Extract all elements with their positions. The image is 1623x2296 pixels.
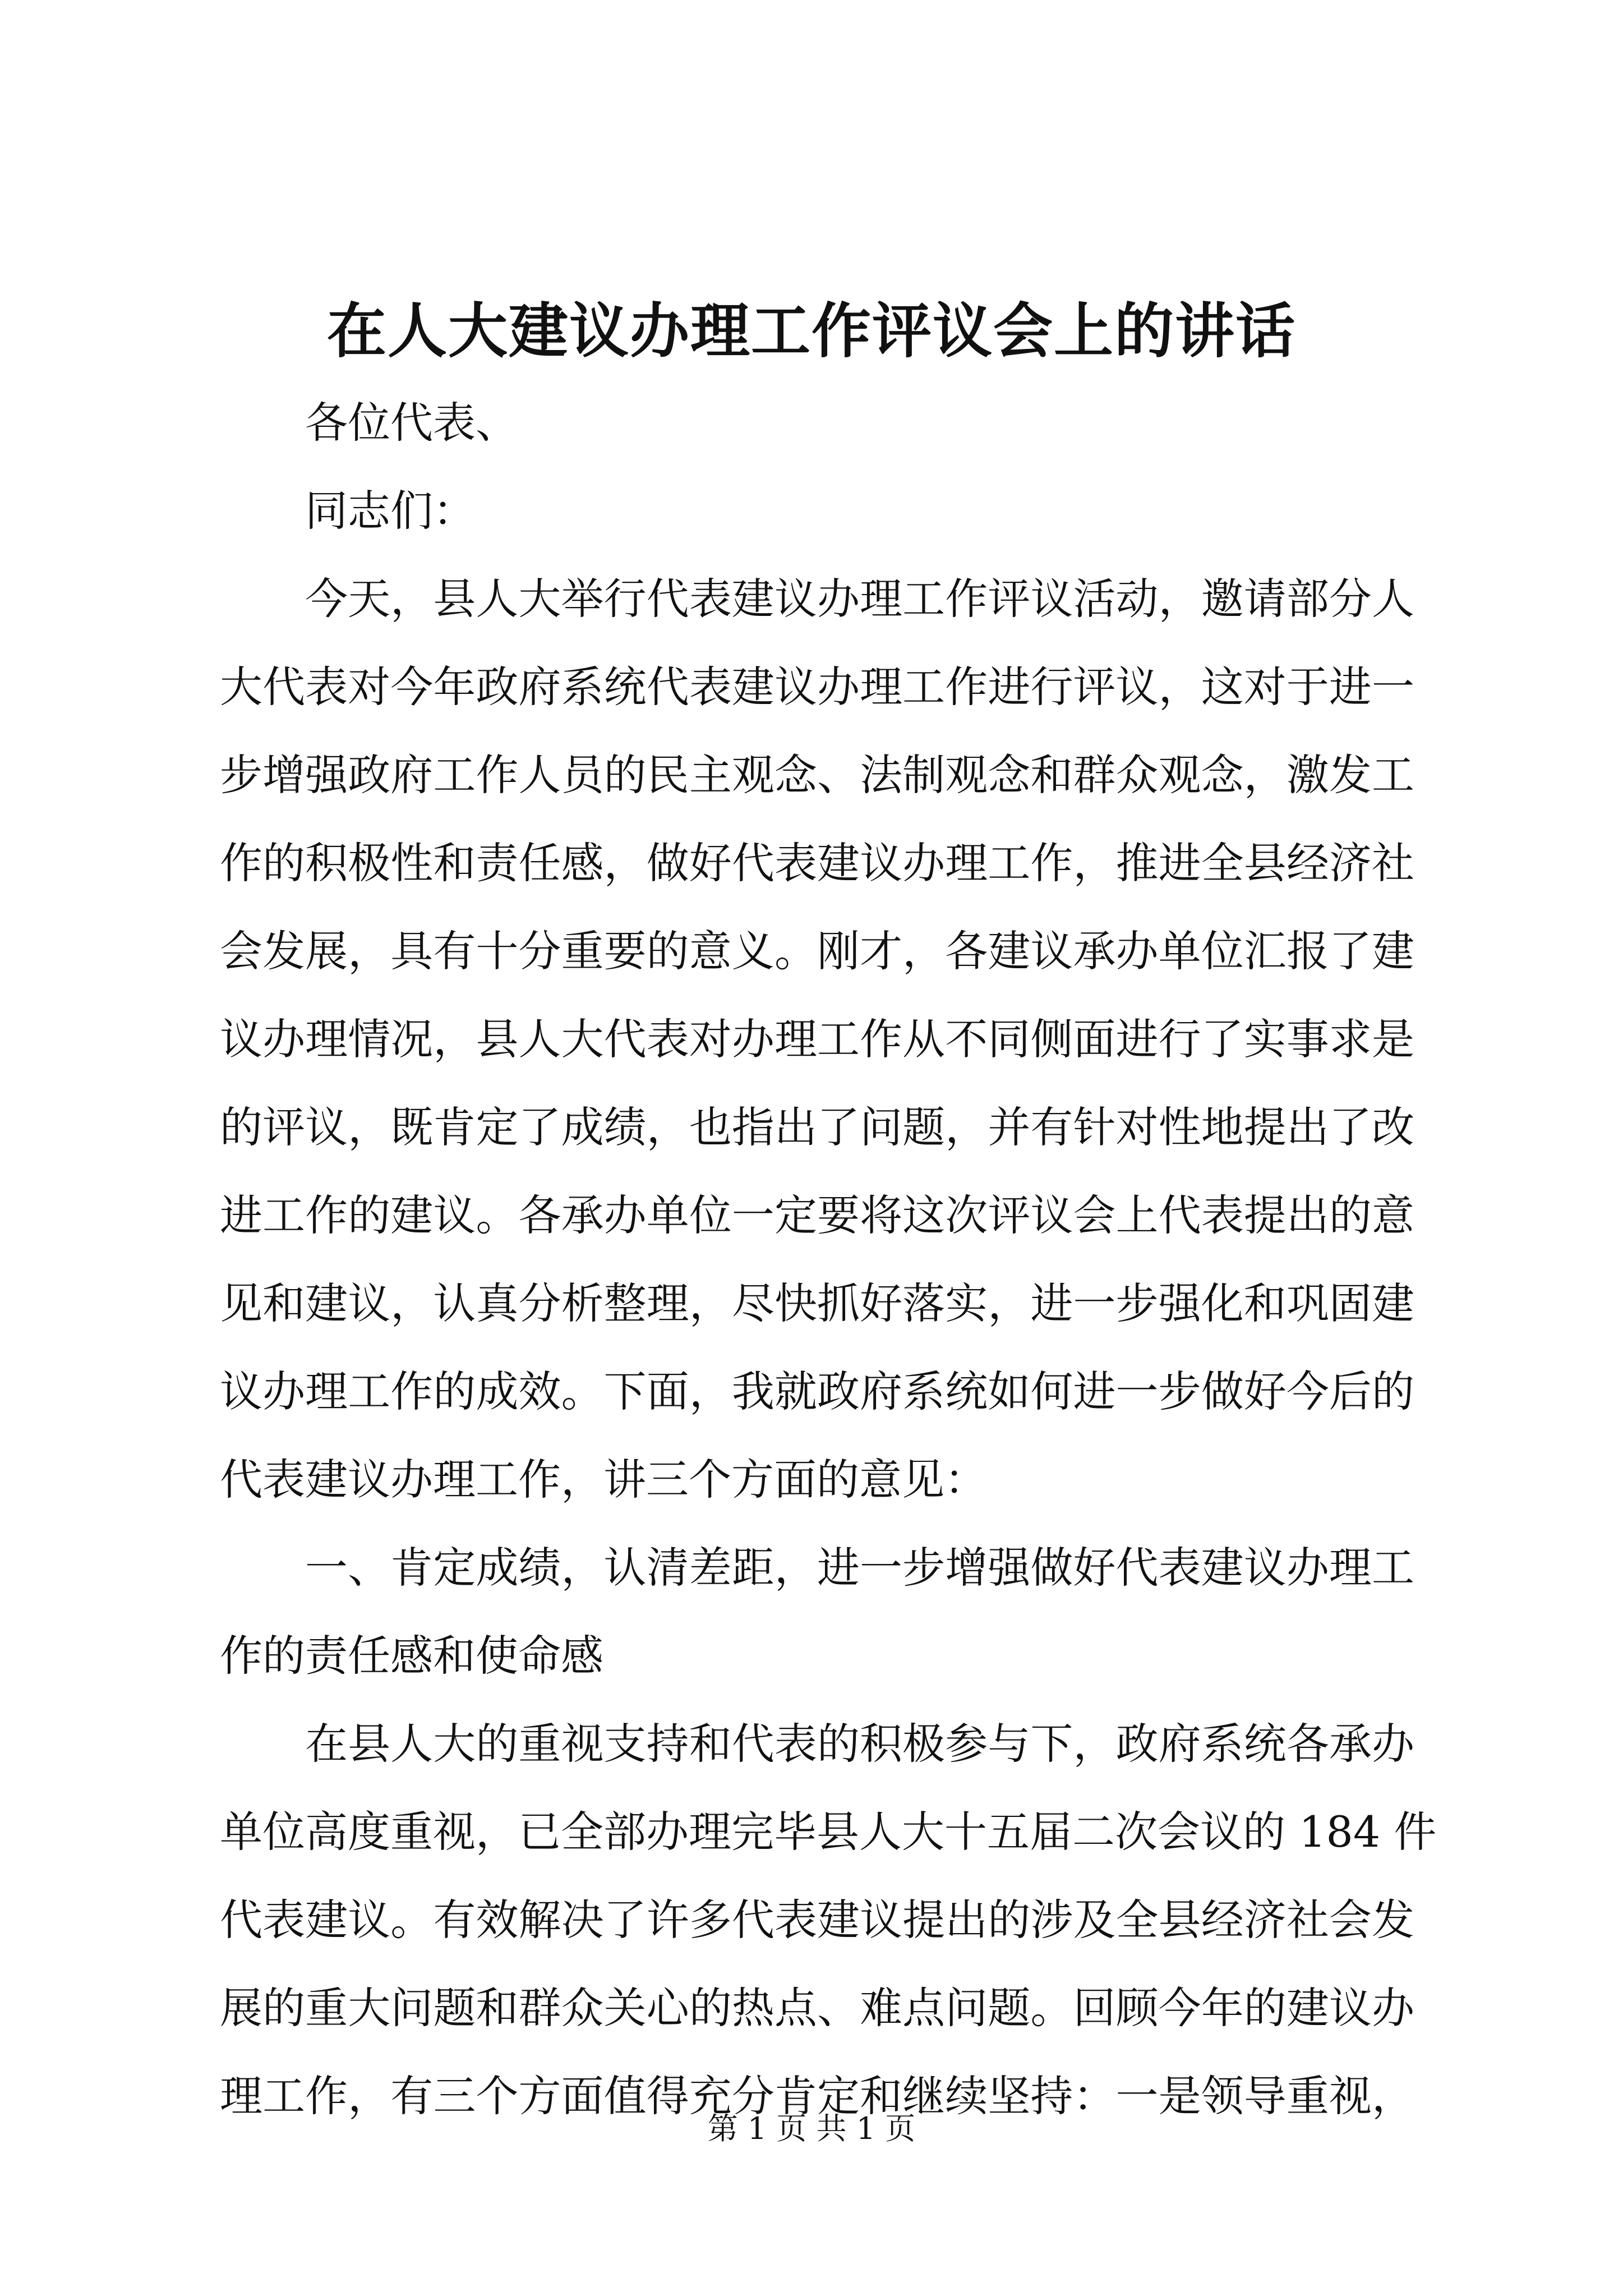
- paragraph-line: 的评议，既肯定了成绩，也指出了问题，并有针对性地提出了改: [220, 1102, 1414, 1152]
- document-body: [220, 379, 1437, 2140]
- paragraph-line: 进工作的建议。各承办单位一定要将这次评议会上代表提出的意: [220, 1190, 1414, 1240]
- salutation-line: 同志们：: [305, 486, 476, 536]
- paragraph-line: 大代表对今年政府系统代表建议办理工作进行评议，这对于进一: [220, 662, 1414, 712]
- section-heading-line: 一、肯定成绩，认清差距，进一步增强做好代表建议办理工: [305, 1543, 1414, 1593]
- paragraph-line: 代表建议办理工作，讲三个方面的意见：: [220, 1455, 987, 1504]
- page-footer: 第 1 页 共 1 页: [707, 2111, 916, 2146]
- paragraph-line: 理工作，有三个方面值得充分肯定和继续坚持：一是领导重视，: [220, 2071, 1414, 2121]
- paragraph-line: 展的重大问题和群众关心的热点、难点问题。回顾今年的建议办: [220, 1983, 1414, 2033]
- paragraph-line: 在县人大的重视支持和代表的积极参与下，政府系统各承办: [305, 1719, 1414, 1769]
- paragraph-line: 代表建议。有效解决了许多代表建议提出的涉及全县经济社会发: [220, 1895, 1414, 1945]
- salutation-line: 各位代表、: [305, 398, 518, 448]
- paragraph-line: 议办理情况，县人大代表对办理工作从不同侧面进行了实事求是: [220, 1014, 1414, 1064]
- paragraph-line: 单位高度重视，已全部办理完毕县人大十五届二次会议的 184 件: [220, 1807, 1437, 1857]
- paragraph-line: 见和建议，认真分析整理，尽快抓好落实，进一步强化和巩固建: [220, 1278, 1414, 1328]
- paragraph-line: 步增强政府工作人员的民主观念、法制观念和群众观念，激发工: [220, 750, 1414, 800]
- paragraph-line: 今天，县人大举行代表建议办理工作评议活动，邀请部分人: [305, 574, 1414, 624]
- section-heading-line: 作的责任感和使命感: [220, 1631, 603, 1681]
- paragraph-line: 作的积极性和责任感，做好代表建议办理工作，推进全县经济社: [220, 838, 1414, 888]
- paragraph-line: 议办理工作的成效。下面，我就政府系统如何进一步做好今后的: [220, 1366, 1414, 1416]
- document-title: 在人大建议办理工作评议会上的讲话: [327, 296, 1296, 366]
- paragraph-line: 会发展，具有十分重要的意义。刚才，各建议承办单位汇报了建: [220, 926, 1414, 976]
